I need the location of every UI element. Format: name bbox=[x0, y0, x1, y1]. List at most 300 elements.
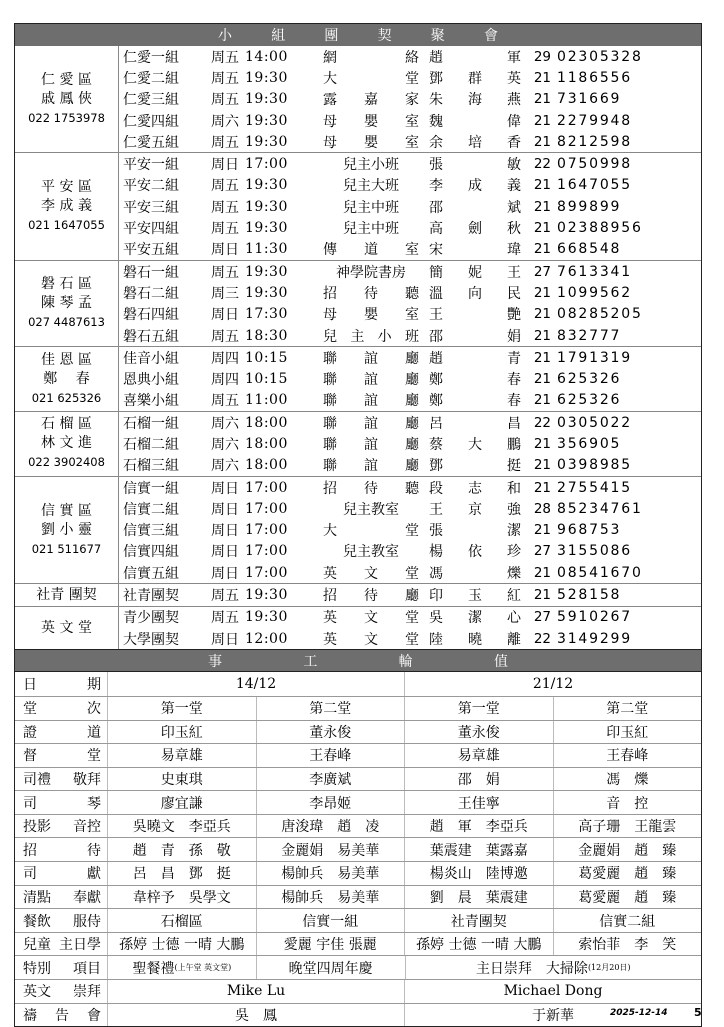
leader-char: 春 bbox=[507, 372, 521, 389]
district-cell bbox=[15, 584, 119, 605]
place-part: 家 bbox=[405, 92, 419, 109]
label-part: 督 bbox=[23, 748, 37, 765]
meeting-day: 周五 bbox=[211, 610, 239, 627]
place-part: 文 bbox=[364, 610, 378, 627]
title-char: 工 bbox=[303, 653, 318, 670]
place-part: 兒主小班 bbox=[343, 157, 399, 174]
table-row bbox=[119, 520, 701, 541]
district-name: 鄭 春 bbox=[43, 370, 90, 387]
district-name: 李 成 義 bbox=[41, 198, 92, 215]
special-item: 主日崇拜 大掃除 bbox=[475, 960, 588, 977]
leader-char: 魏 bbox=[429, 113, 443, 130]
leader-char: 王 bbox=[429, 501, 443, 518]
duty-cells bbox=[107, 672, 701, 696]
table-row bbox=[119, 477, 701, 498]
place-part: 待 bbox=[364, 480, 378, 497]
place-part: 母 bbox=[323, 113, 337, 130]
district-name: 磐 石 區 bbox=[41, 276, 92, 293]
group-rows bbox=[119, 584, 701, 605]
label-part: 餐飲 bbox=[23, 913, 51, 930]
duty-cell: 愛麗 宇佳 張麗 bbox=[256, 933, 405, 956]
group-name: 仁愛五組 bbox=[123, 134, 179, 151]
meeting-place bbox=[319, 390, 425, 410]
area-code: 27 bbox=[533, 609, 551, 626]
meeting-time: 18:30 bbox=[245, 327, 288, 344]
duty-table bbox=[15, 671, 701, 1026]
duty-cells bbox=[107, 933, 701, 956]
leader-name bbox=[425, 68, 523, 88]
district-phone: 021 1647055 bbox=[28, 218, 105, 233]
duty-cell: 孫婷 士德 一晴 大鵬 bbox=[107, 933, 256, 956]
phone-number: 5910267 bbox=[557, 609, 632, 626]
leader-char: 瑋 bbox=[507, 242, 521, 259]
group-name: 信實五組 bbox=[123, 565, 179, 582]
group-name: 磐石四組 bbox=[123, 307, 179, 324]
leader-char: 簡 bbox=[429, 264, 443, 281]
meeting-place bbox=[319, 132, 425, 152]
title-char: 聚 bbox=[430, 28, 445, 44]
meeting-day: 周五 bbox=[211, 92, 239, 109]
duty-date: 21/12 bbox=[404, 672, 701, 696]
group-name: 青少團契 bbox=[123, 610, 179, 627]
duty-cell: 信實二組 bbox=[553, 909, 702, 932]
duty-cell: 社青團契 bbox=[404, 909, 553, 932]
phone-number: 08285205 bbox=[557, 306, 643, 323]
phone-number: 1186556 bbox=[557, 69, 632, 86]
phone-number: 899899 bbox=[557, 198, 622, 215]
meeting-day: 周日 bbox=[211, 565, 239, 582]
place-part: 待 bbox=[364, 588, 378, 605]
place-part: 室 bbox=[405, 113, 419, 130]
meeting-day: 周日 bbox=[211, 544, 239, 561]
leader-char: 楊 bbox=[429, 544, 443, 561]
phone-number: 625326 bbox=[557, 371, 622, 388]
area-code: 21 bbox=[533, 241, 551, 258]
district-group bbox=[15, 583, 701, 605]
duty-label bbox=[15, 863, 107, 883]
duty-row bbox=[15, 885, 701, 909]
meeting-time: 17:00 bbox=[245, 564, 288, 581]
duty-cell: 董永俊 bbox=[256, 721, 405, 744]
leader-char: 段 bbox=[429, 480, 443, 497]
label-part: 期 bbox=[87, 677, 101, 694]
leader-char: 艷 bbox=[507, 307, 521, 324]
place-part: 英 bbox=[323, 565, 337, 582]
leader-name bbox=[425, 326, 523, 346]
english-cell: Michael Dong bbox=[404, 980, 701, 1003]
place-part: 主 bbox=[350, 328, 365, 345]
place-part: 廳 bbox=[405, 350, 419, 367]
english-cell: Mike Lu bbox=[107, 980, 404, 1003]
phone-number: 1099562 bbox=[557, 284, 632, 301]
place-part: 網 bbox=[323, 49, 337, 66]
place-part: 兒主教室 bbox=[343, 501, 399, 518]
meeting-place bbox=[319, 283, 425, 303]
leader-char: 邵 bbox=[429, 328, 443, 345]
meeting-time: 14:00 bbox=[245, 48, 288, 65]
leader-char: 邵 bbox=[429, 199, 443, 216]
leader-char: 高 bbox=[429, 221, 443, 238]
phone-number: 02388956 bbox=[557, 220, 643, 237]
meeting-day: 周五 bbox=[211, 221, 239, 238]
place-part: 室 bbox=[405, 242, 419, 259]
leader-name bbox=[425, 175, 523, 195]
place-part: 廳 bbox=[405, 436, 419, 453]
area-code: 21 bbox=[533, 327, 551, 344]
group-name: 石榴三組 bbox=[123, 458, 179, 475]
leader-char: 爍 bbox=[507, 565, 521, 582]
meeting-time: 12:00 bbox=[245, 630, 288, 647]
place-part: 廳 bbox=[405, 458, 419, 475]
duty-cell: 金麗娟 易美華 bbox=[256, 838, 405, 861]
group-table bbox=[15, 46, 701, 649]
duty-cells bbox=[107, 838, 701, 861]
place-part: 堂 bbox=[405, 610, 419, 627]
table-row bbox=[119, 390, 701, 411]
phone-number: 356905 bbox=[557, 435, 622, 452]
leader-name bbox=[425, 434, 523, 454]
leader-char: 余 bbox=[429, 134, 443, 151]
duty-cell: 印玉紅 bbox=[553, 721, 702, 744]
leader-char: 大 bbox=[468, 436, 482, 453]
group-name: 仁愛一組 bbox=[123, 49, 179, 66]
place-part: 堂 bbox=[405, 70, 419, 87]
meeting-time: 19:30 bbox=[245, 177, 288, 194]
leader-char: 鄧 bbox=[429, 70, 443, 87]
group-name: 佳音小組 bbox=[123, 350, 179, 367]
duty-cell: 董永俊 bbox=[404, 721, 553, 744]
leader-char: 英 bbox=[507, 70, 521, 87]
duty-label bbox=[15, 981, 107, 1001]
place-part: 神學院書房 bbox=[336, 264, 406, 281]
group-name: 石榴二組 bbox=[123, 436, 179, 453]
meeting-place bbox=[319, 197, 425, 217]
meeting-day: 周日 bbox=[211, 480, 239, 497]
area-code: 21 bbox=[533, 220, 551, 237]
place-part: 廳 bbox=[405, 372, 419, 389]
leader-name bbox=[425, 304, 523, 324]
title-char: 組 bbox=[271, 28, 286, 44]
meeting-time: 19:30 bbox=[245, 69, 288, 86]
area-code: 22 bbox=[533, 156, 551, 173]
leader-char: 昌 bbox=[507, 415, 521, 432]
duty-cells bbox=[107, 815, 701, 838]
leader-char: 挺 bbox=[507, 458, 521, 475]
duty-cell: 劉 晨 葉震建 bbox=[404, 886, 553, 909]
district-cell bbox=[15, 607, 119, 650]
meeting-place bbox=[319, 585, 425, 605]
place-part: 大 bbox=[323, 70, 337, 87]
duty-label bbox=[15, 722, 107, 742]
label-part: 項目 bbox=[73, 960, 101, 977]
meeting-time: 17:00 bbox=[245, 479, 288, 496]
duty-cell: 印玉紅 bbox=[107, 721, 256, 744]
leader-char: 娟 bbox=[507, 328, 521, 345]
place-part: 嬰 bbox=[364, 113, 378, 130]
prayer-cell: 于新華 bbox=[404, 1004, 701, 1027]
duty-cells bbox=[107, 768, 701, 791]
table-row bbox=[119, 455, 701, 476]
leader-name bbox=[425, 154, 523, 174]
place-part: 英 bbox=[323, 610, 337, 627]
leader-char: 溫 bbox=[429, 285, 443, 302]
meeting-place bbox=[319, 304, 425, 324]
meeting-day: 周五 bbox=[211, 264, 239, 281]
place-part: 聯 bbox=[323, 372, 337, 389]
district-group bbox=[15, 260, 701, 346]
table-row bbox=[119, 628, 701, 649]
area-code: 27 bbox=[533, 543, 551, 560]
leader-name bbox=[425, 47, 523, 67]
leader-char: 強 bbox=[507, 501, 521, 518]
label-part: 告 bbox=[55, 1007, 69, 1024]
place-part: 小 bbox=[377, 328, 392, 345]
meeting-place bbox=[319, 563, 425, 583]
duty-label bbox=[15, 934, 107, 954]
leader-char: 王 bbox=[429, 307, 443, 324]
leader-char: 趙 bbox=[429, 350, 443, 367]
leader-char: 曉 bbox=[468, 631, 482, 648]
table-row bbox=[119, 261, 701, 282]
leader-char: 妮 bbox=[468, 264, 482, 281]
meeting-place bbox=[319, 369, 425, 389]
table-row bbox=[119, 175, 701, 196]
duty-cell: 楊帥兵 易美華 bbox=[256, 886, 405, 909]
place-part: 聯 bbox=[323, 393, 337, 410]
group-name: 磐石五組 bbox=[123, 328, 179, 345]
leader-char: 成 bbox=[468, 178, 482, 195]
place-part: 大 bbox=[323, 523, 337, 540]
place-part: 聯 bbox=[323, 436, 337, 453]
table-row bbox=[119, 89, 701, 110]
duty-label bbox=[15, 769, 107, 789]
label-part: 司 bbox=[23, 866, 37, 883]
meeting-place bbox=[319, 89, 425, 109]
meeting-time: 10:15 bbox=[245, 371, 288, 388]
table-row bbox=[119, 304, 701, 325]
district-name: 石 榴 區 bbox=[41, 416, 92, 433]
place-part: 廳 bbox=[405, 415, 419, 432]
table-row bbox=[119, 196, 701, 217]
leader-char: 志 bbox=[468, 480, 482, 497]
meeting-place bbox=[319, 218, 425, 238]
label-part: 英文 bbox=[23, 984, 51, 1001]
meeting-day: 周六 bbox=[211, 458, 239, 475]
leader-char: 劍 bbox=[468, 221, 482, 238]
meeting-day: 周日 bbox=[211, 631, 239, 648]
area-code: 21 bbox=[533, 112, 551, 129]
place-part: 兒 bbox=[323, 328, 337, 345]
meeting-time: 11:30 bbox=[245, 241, 288, 258]
phone-number: 85234761 bbox=[557, 500, 643, 517]
duty-cell: 王春峰 bbox=[256, 744, 405, 767]
leader-char: 珍 bbox=[507, 544, 521, 561]
leader-char: 偉 bbox=[507, 113, 521, 130]
leader-char: 張 bbox=[429, 523, 443, 540]
meeting-time: 19:30 bbox=[245, 263, 288, 280]
meeting-time: 19:30 bbox=[245, 198, 288, 215]
leader-name bbox=[425, 499, 523, 519]
place-part: 誼 bbox=[364, 436, 378, 453]
meeting-place bbox=[319, 68, 425, 88]
leader-name bbox=[425, 283, 523, 303]
label-part: 崇拜 bbox=[73, 984, 101, 1001]
meeting-day: 周六 bbox=[211, 436, 239, 453]
area-code: 21 bbox=[533, 587, 551, 604]
phone-number: 668548 bbox=[557, 241, 622, 258]
leader-char: 京 bbox=[468, 501, 482, 518]
group-name: 社青團契 bbox=[123, 588, 179, 605]
leader-char: 潔 bbox=[468, 610, 482, 627]
leader-name bbox=[425, 369, 523, 389]
area-code: 21 bbox=[533, 306, 551, 323]
duty-label bbox=[15, 674, 107, 694]
duty-cell: 孫婷 士德 一晴 大鵬 bbox=[404, 933, 553, 956]
district-phone: 021 625326 bbox=[31, 390, 102, 405]
meeting-day: 周日 bbox=[211, 307, 239, 324]
place-part: 招 bbox=[323, 480, 337, 497]
leader-char: 敏 bbox=[507, 157, 521, 174]
leader-char: 紅 bbox=[507, 588, 521, 605]
place-part: 兒主教室 bbox=[343, 544, 399, 561]
table-row bbox=[119, 153, 701, 174]
area-code: 21 bbox=[533, 371, 551, 388]
table-row bbox=[119, 46, 701, 67]
meeting-time: 19:30 bbox=[245, 220, 288, 237]
meeting-day: 周五 bbox=[211, 134, 239, 151]
group-name: 平安三組 bbox=[123, 199, 179, 216]
phone-number: 625326 bbox=[557, 392, 622, 409]
leader-name bbox=[425, 520, 523, 540]
leader-char: 宋 bbox=[429, 242, 443, 259]
meeting-place bbox=[319, 326, 425, 346]
district-phone: 022 1753978 bbox=[28, 110, 105, 125]
footer-date: 2025-12-14 bbox=[610, 1008, 668, 1018]
leader-char: 和 bbox=[507, 480, 521, 497]
table-row bbox=[119, 368, 701, 389]
duty-cell: 葛愛麗 趙 臻 bbox=[553, 862, 702, 885]
special-note: (上午堂 英文堂) bbox=[174, 963, 232, 973]
duty-label bbox=[15, 840, 107, 860]
duty-cell: 第二堂 bbox=[553, 697, 702, 720]
group-name: 大學團契 bbox=[123, 631, 179, 648]
duty-cell: 石榴區 bbox=[107, 909, 256, 932]
table-row bbox=[119, 541, 701, 562]
place-part: 班 bbox=[404, 328, 419, 345]
meeting-time: 18:00 bbox=[245, 457, 288, 474]
place-part: 母 bbox=[323, 307, 337, 324]
meeting-time: 19:30 bbox=[245, 587, 288, 604]
group-rows bbox=[119, 261, 701, 346]
phone-number: 3155086 bbox=[557, 543, 632, 560]
duty-cell: 廖宜謙 bbox=[107, 791, 256, 814]
area-code: 28 bbox=[533, 500, 551, 517]
duty-cell: 第一堂 bbox=[107, 697, 256, 720]
duty-label bbox=[15, 793, 107, 813]
duty-cell: 金麗娟 趙 臻 bbox=[553, 838, 702, 861]
label-part: 堂 bbox=[23, 701, 37, 718]
district-name: 陳 琴 孟 bbox=[41, 295, 92, 312]
place-part: 室 bbox=[405, 134, 419, 151]
meeting-day: 周五 bbox=[211, 178, 239, 195]
leader-name bbox=[425, 541, 523, 561]
area-code: 21 bbox=[533, 564, 551, 581]
place-part: 英 bbox=[323, 631, 337, 648]
leader-name bbox=[425, 197, 523, 217]
meeting-place bbox=[319, 629, 425, 649]
special-cell bbox=[107, 956, 256, 979]
special-cell: 晚堂四周年慶 bbox=[256, 956, 405, 979]
table-row bbox=[119, 217, 701, 238]
leader-char: 李 bbox=[429, 178, 443, 195]
meeting-time: 19:30 bbox=[245, 133, 288, 150]
leader-name bbox=[425, 89, 523, 109]
label-part: 投影 bbox=[23, 819, 51, 836]
leader-char: 香 bbox=[507, 134, 521, 151]
table-row bbox=[119, 607, 701, 628]
group-name: 平安五組 bbox=[123, 242, 179, 259]
duty-cells bbox=[107, 862, 701, 885]
place-part: 聯 bbox=[323, 458, 337, 475]
title-char: 契 bbox=[377, 28, 392, 44]
duty-cells bbox=[107, 886, 701, 909]
group-rows bbox=[119, 347, 701, 411]
group-name: 信實一組 bbox=[123, 480, 179, 497]
duty-row bbox=[15, 908, 701, 932]
leader-char: 吳 bbox=[429, 610, 443, 627]
meeting-place bbox=[319, 520, 425, 540]
duty-cell: 第一堂 bbox=[404, 697, 553, 720]
group-name: 信實二組 bbox=[123, 501, 179, 518]
meeting-day: 周五 bbox=[211, 199, 239, 216]
duty-row bbox=[15, 979, 701, 1003]
leader-name bbox=[425, 132, 523, 152]
leader-char: 義 bbox=[507, 178, 521, 195]
duty-cell: 韋梓予 吳學文 bbox=[107, 886, 256, 909]
meeting-time: 18:00 bbox=[245, 435, 288, 452]
phone-number: 3149299 bbox=[557, 630, 632, 647]
duty-label bbox=[15, 887, 107, 907]
table-row bbox=[119, 433, 701, 454]
place-part: 廳 bbox=[405, 393, 419, 410]
meeting-place bbox=[319, 262, 425, 282]
district-group bbox=[15, 346, 701, 411]
leader-char: 斌 bbox=[507, 199, 521, 216]
leader-name bbox=[425, 239, 523, 259]
duty-cell: 音 控 bbox=[553, 791, 702, 814]
district-phone: 021 511677 bbox=[31, 541, 102, 556]
meeting-place bbox=[319, 348, 425, 368]
duty-row bbox=[15, 720, 701, 744]
place-part: 誼 bbox=[364, 372, 378, 389]
meeting-place bbox=[319, 434, 425, 454]
place-part: 堂 bbox=[405, 631, 419, 648]
group-name: 仁愛三組 bbox=[123, 92, 179, 109]
table-row bbox=[119, 412, 701, 433]
duty-cell: 楊炎山 陸博邀 bbox=[404, 862, 553, 885]
group-rows bbox=[119, 46, 701, 152]
table-row bbox=[119, 562, 701, 583]
place-part: 聯 bbox=[323, 350, 337, 367]
duty-label bbox=[15, 911, 107, 931]
meeting-place bbox=[319, 541, 425, 561]
district-cell bbox=[15, 347, 119, 411]
area-code: 21 bbox=[533, 392, 551, 409]
district-name: 仁 愛 區 bbox=[41, 71, 92, 88]
meeting-place bbox=[319, 455, 425, 475]
group-name: 平安二組 bbox=[123, 178, 179, 195]
meeting-time: 11:00 bbox=[245, 392, 288, 409]
